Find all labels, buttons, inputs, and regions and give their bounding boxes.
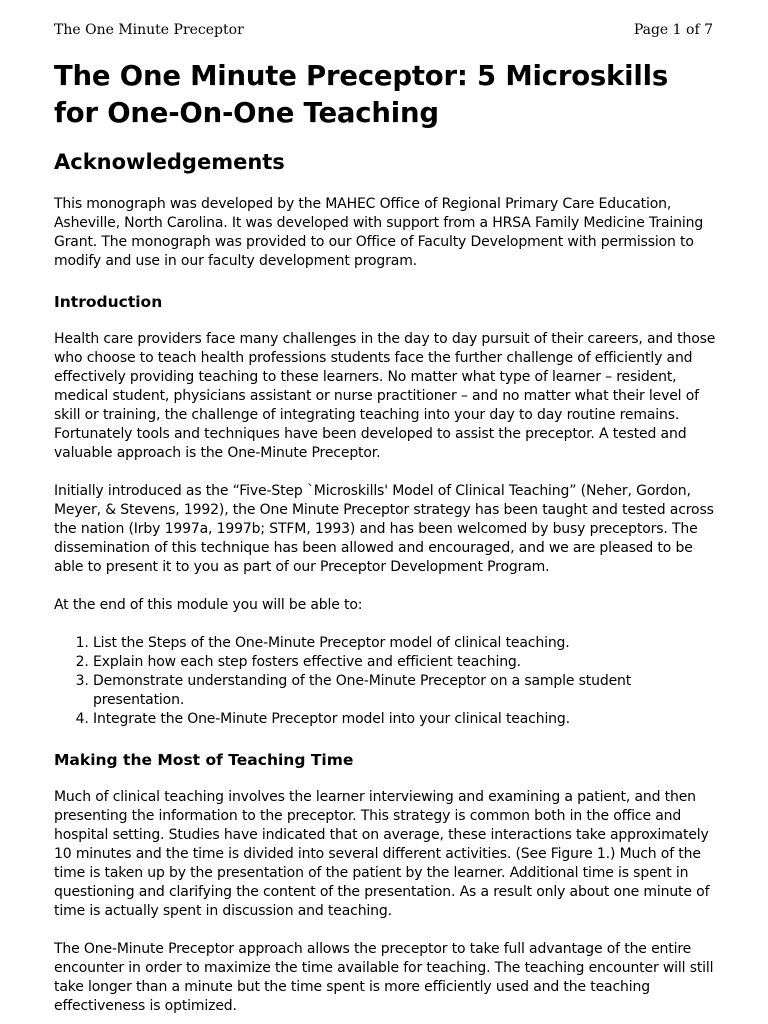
header-page-number: Page 1 of 7 [633,22,713,38]
teaching-time-paragraph-1: Much of clinical teaching involves the learner interviewing and examining a patient, and then presenting the information to the preceptor. This strategy is common both in the office and hospital setting. Studies have indicated that on average, these interactions take approximately 10 minutes and the time is divided into several different activities. (See Figure 1.) Much of the time is taken up by the presentation of the patient by the learner. Additional time is spent in questioning and clarifying the content of the presentation. As a result only about one minute of time is actually spent in discussion and teaching. [54,789,710,919]
document-title: The One Minute Preceptor: 5 Microskills for One-On-One Teaching [54,60,668,129]
introduction-paragraph-1: Health care providers face many challenges in the day to day pursuit of their careers, and those who choose to teach health professions students face the further challenge of efficiently and effectively providing teaching to these learners. No matter what type of learner – resident, medical student, physicians assistant or nurse practitioner – and no matter what their level of skill or training, the challenge of integrating teaching into your day to day routine remains. Fortunately tools and techniques have been developed to assist the preceptor. A tested and valuable approach is the One-Minute Preceptor. [54,331,716,461]
document-body [54,58,720,1016]
objective-item: 2. Explain how each step fosters effective and efficient teaching. [93,653,720,672]
header-doc-title: The One Minute Preceptor [54,22,244,38]
teaching-time-paragraph-2: The One-Minute Preceptor approach allows the preceptor to take full advantage of the entire encounter in order to maximize the time available for teaching. The teaching encounter will still take longer than a minute but the time spent is more efficiently used and the teaching effectiveness is optimized. [54,941,714,1014]
introduction-paragraph-3: At the end of this module you will be able to: [54,597,363,613]
objective-item: 3. Demonstrate understanding of the One-Minute Preceptor on a sample student presentation. [93,672,720,710]
introduction-paragraph-2: Initially introduced as the “Five-Step `Microskills' Model of Clinical Teaching” (Neher, Gordon, Meyer, & Stevens, 1992), the One Minute Preceptor strategy has been taught and tested across the nation (Irby 1997a, 1997b; STFM, 1993) and has been welcomed by busy preceptors. The dissemination of this technique has been allowed and encouraged, and we are pleased to be able to present it to you as part of our Preceptor Development Program. [54,483,714,575]
objective-item: 4. Integrate the One-Minute Preceptor model into your clinical teaching. [93,710,720,729]
teaching-time-heading: Making the Most of Teaching Time [54,751,354,769]
acknowledgements-paragraph: This monograph was developed by the MAHEC Office of Regional Primary Care Education, Asheville, North Carolina. It was developed with support from a HRSA Family Medicine Training Grant. The monograph was provided to our Office of Faculty Development with permission to modify and use in our faculty development program. [54,196,704,269]
introduction-heading: Introduction [54,293,163,311]
objective-item: 1. List the Steps of the One-Minute Preceptor model of clinical teaching. [93,634,720,653]
acknowledgements-heading: Acknowledgements [54,150,285,174]
page-header [54,22,713,42]
objectives-list [54,634,720,729]
